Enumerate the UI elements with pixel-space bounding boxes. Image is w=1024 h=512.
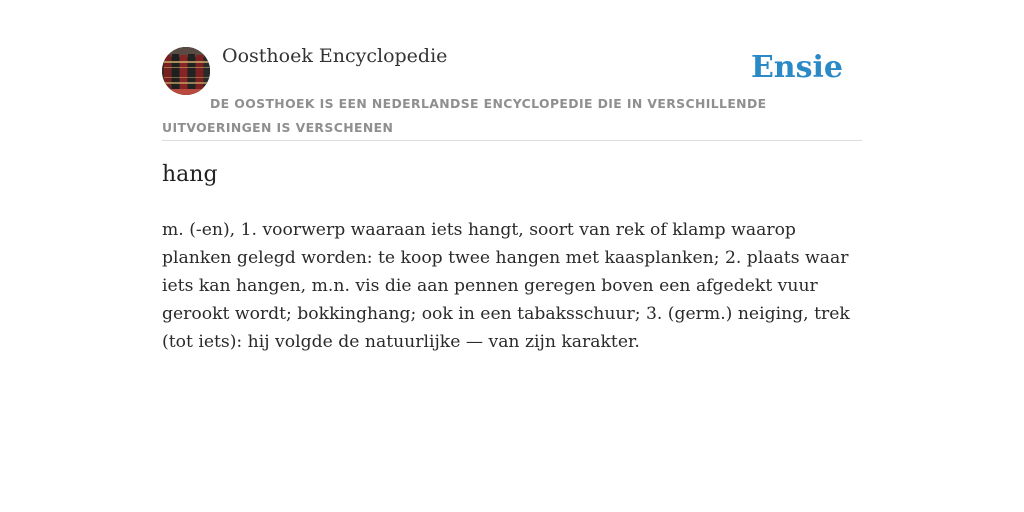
site-tagline: DE OOSTHOEK IS EEN NEDERLANDSE ENCYCLOPEDIE DIE IN VERSCHILLENDE UITVOERINGEN IS VERSCHENEN xyxy=(162,96,767,135)
site-header xyxy=(162,40,862,141)
entry-definition: m. (-en), 1. voorwerp waaraan iets hangt, soort van rek of klamp waarop planken gelegd worden: te koop twee hangen met kaasplanken; 2. plaats waar iets kan hangen, m.n. vis die aan pennen geregen boven een afgedekt vuur gerookt wordt; bokkinghang; ook in een tabaksschuur; 3. (germ.) neiging, trek (tot iets): hij volgde de natuurlijke — van zijn karakter. xyxy=(162,220,850,352)
ensie-logo-link[interactable]: Ensie xyxy=(750,50,843,85)
encyclopedia-books-icon[interactable] xyxy=(162,47,210,95)
entry-title: hang xyxy=(162,162,218,187)
site-name[interactable]: Oosthoek Encyclopedie xyxy=(222,45,448,67)
